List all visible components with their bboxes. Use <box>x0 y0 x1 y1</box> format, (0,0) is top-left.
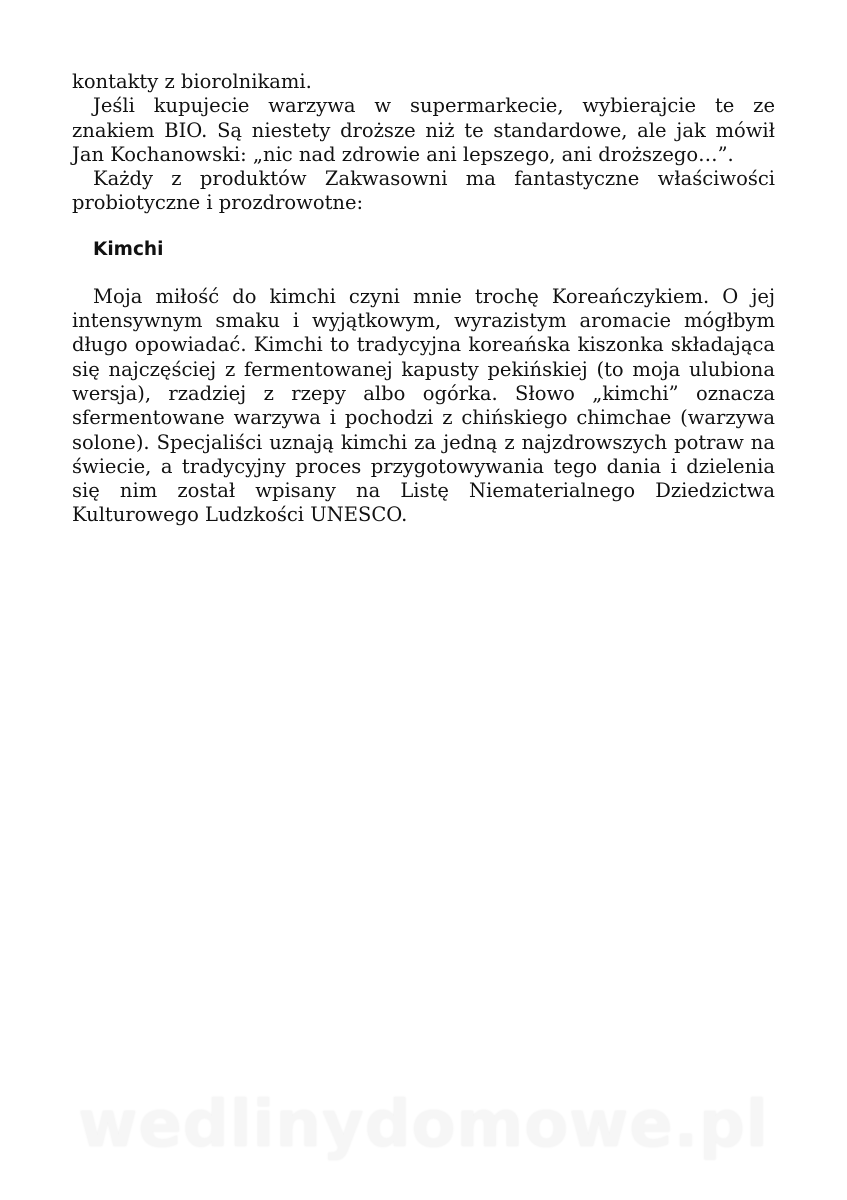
document-page <box>72 70 775 528</box>
watermark-text: wedlinydomowe.pl <box>78 1088 769 1162</box>
paragraph-continuation: kontakty z biorolnikami. <box>72 70 312 93</box>
section-heading: Kimchi <box>93 238 164 260</box>
paragraph-bio: Jeśli kupujecie warzywa w supermarkecie, wybierajcie te ze znakiem BIO. Są niestety droższe niż te standardowe, ale jak mówił Jan Kochanowski: „nic nad zdrowie ani lepszego, ani droższego…”. <box>72 94 775 166</box>
paragraph-kimchi: Moja miłość do kimchi czyni mnie trochę Koreańczykiem. O jej intensywnym smaku i wyjątkowym, wyrazistym aromacie mógłbym długo opowiadać. Kimchi to tradycyjna koreańska kiszonka składająca się najczęściej z fermentowanej kapusty pekińskiej (to moja ulubiona wersja), rzadziej z rzepy albo ogórka. Słowo „kimchi” oznacza sfermentowane warzywa i pochodzi z chińskiego chimchae (warzywa solone). Specjaliści uznają kimchi za jedną z najzdrowszych potraw na świecie, a tradycyjny proces przygotowywania tego dania i dzielenia się nim został wpisany na Listę Niematerialnego Dziedzictwa Kulturowego Ludzkości UNESCO. <box>72 284 775 527</box>
paragraph-products: Każdy z produktów Zakwasowni ma fantastyczne właściwości probiotyczne i prozdrowotne: <box>72 167 775 215</box>
